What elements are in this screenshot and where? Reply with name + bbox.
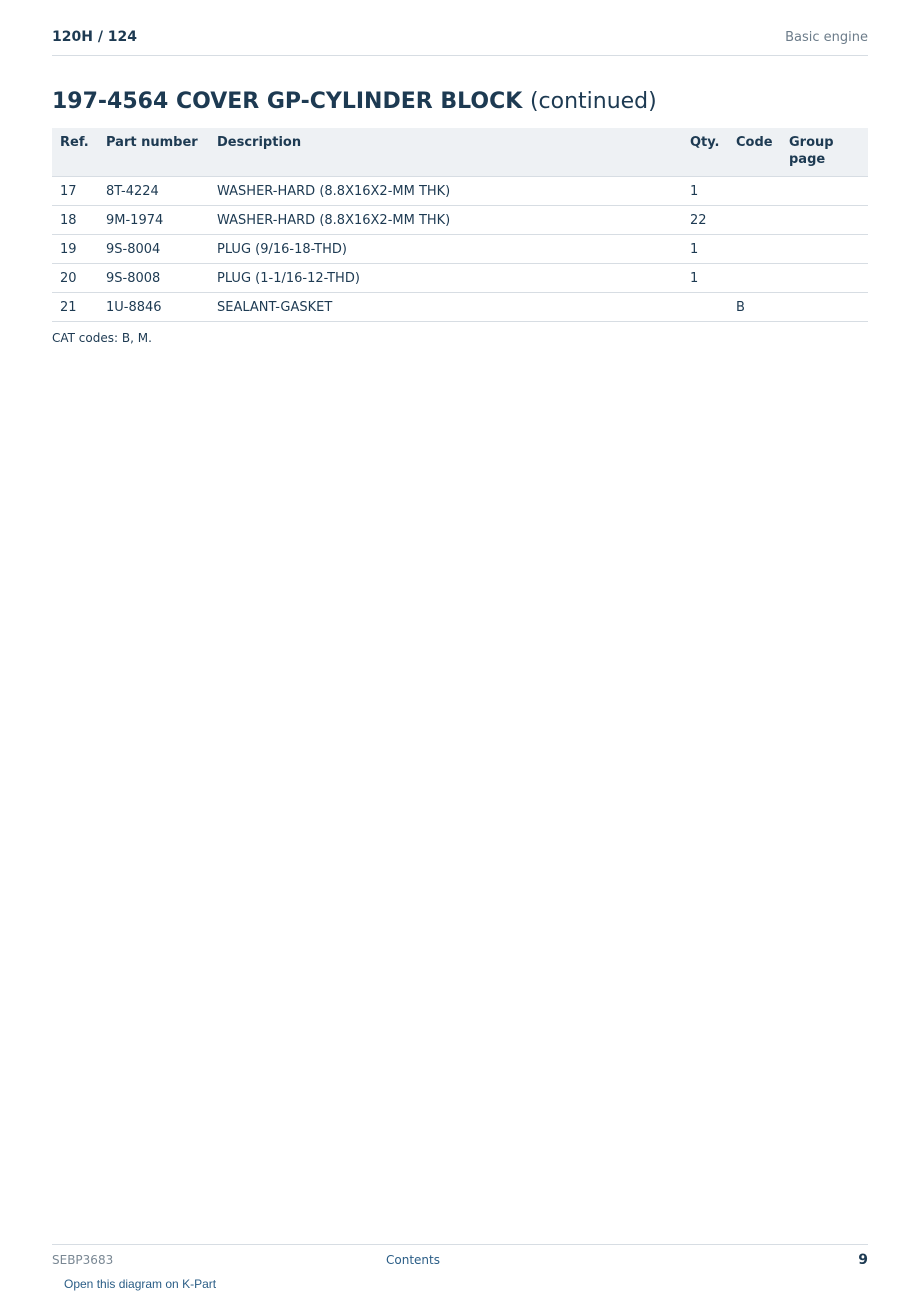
description-cell: WASHER-HARD (8.8X16X2-MM THK) — [209, 177, 682, 206]
group-page-cell — [781, 293, 868, 322]
description-cell: PLUG (9/16-18-THD) — [209, 235, 682, 264]
table-row — [52, 235, 868, 264]
part-number-cell: 1U-8846 — [98, 293, 209, 322]
ref-cell: 20 — [52, 264, 98, 293]
table-row — [52, 206, 868, 235]
group-page-cell — [781, 235, 868, 264]
header-row — [52, 128, 868, 177]
continued-label: (continued) — [529, 89, 657, 114]
column-header-code: Code — [728, 128, 781, 177]
parts-table-body — [52, 177, 868, 322]
code-cell — [728, 177, 781, 206]
open-kpart-link[interactable]: Open this diagram on K-Part — [64, 1277, 217, 1291]
table-row — [52, 293, 868, 322]
parts-table — [52, 128, 868, 322]
description-cell: WASHER-HARD (8.8X16X2-MM THK) — [209, 206, 682, 235]
parts-table-header — [52, 128, 868, 177]
code-cell: B — [728, 293, 781, 322]
assembly-title: 197-4564 COVER GP-CYLINDER BLOCK — [52, 89, 523, 114]
code-cell — [728, 264, 781, 293]
table-row — [52, 177, 868, 206]
ref-cell: 21 — [52, 293, 98, 322]
description-cell: SEALANT-GASKET — [209, 293, 682, 322]
part-number-cell: 9M-1974 — [98, 206, 209, 235]
column-header-qty — [682, 128, 728, 177]
description-cell: PLUG (1-1/16-12-THD) — [209, 264, 682, 293]
section-name: Basic engine — [785, 30, 868, 45]
cat-codes-note: CAT codes: B, M. — [52, 331, 152, 345]
group-page-cell — [781, 177, 868, 206]
code-cell — [728, 206, 781, 235]
running-header — [52, 28, 868, 56]
group-page-cell — [781, 264, 868, 293]
page-number: 9 — [858, 1252, 868, 1268]
ref-cell: 18 — [52, 206, 98, 235]
part-number-cell: 8T-4224 — [98, 177, 209, 206]
qty-cell: 1 — [682, 264, 728, 293]
document-id: SEBP3683 — [52, 1253, 114, 1267]
table-row — [52, 264, 868, 293]
column-header-description: Description — [209, 128, 682, 177]
ref-cell: 19 — [52, 235, 98, 264]
ref-cell: 17 — [52, 177, 98, 206]
qty-cell: 22 — [682, 206, 728, 235]
column-header-group-page: Group page — [781, 128, 868, 177]
page-title — [52, 89, 657, 114]
qty-cell: 1 — [682, 235, 728, 264]
model-reference: 120H / 124 — [52, 29, 138, 45]
qty-cell: 1 — [682, 177, 728, 206]
group-page-cell — [781, 206, 868, 235]
qty-cell — [682, 293, 728, 322]
column-header-part-number: Part number — [98, 128, 209, 177]
code-cell — [728, 235, 781, 264]
column-header-ref: Ref. — [52, 128, 98, 177]
contents-link[interactable]: Contents — [386, 1253, 440, 1267]
part-number-cell: 9S-8008 — [98, 264, 209, 293]
qty-header-label: Qty. — [690, 135, 720, 150]
footer-divider — [52, 1244, 868, 1245]
part-number-cell: 9S-8004 — [98, 235, 209, 264]
